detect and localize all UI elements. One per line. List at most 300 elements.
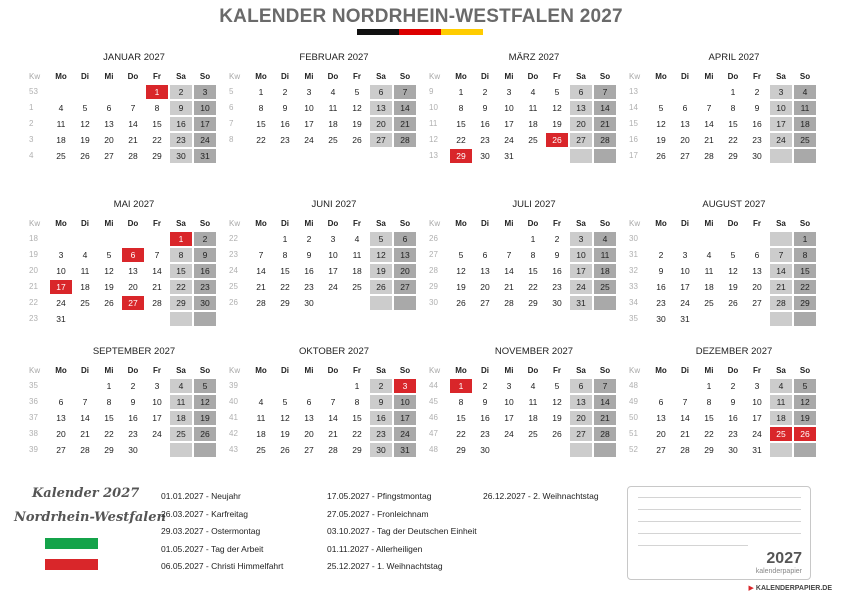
weekday-header: So xyxy=(199,72,211,81)
flag-stripe-red xyxy=(399,29,441,35)
day-cell: 18 xyxy=(170,411,192,425)
weekday-header: Sa xyxy=(576,72,586,81)
notes-brand: kalenderpapier xyxy=(755,568,802,575)
empty-cell xyxy=(394,296,416,310)
weekday-header: Fr xyxy=(353,366,361,375)
day-cell: 29 xyxy=(456,445,466,455)
day-cell: 14 xyxy=(504,266,514,276)
day-cell: 16 xyxy=(552,266,562,276)
holiday-item: 01.05.2027 - Tag der Arbeit xyxy=(161,543,264,554)
day-cell: 9 xyxy=(306,250,312,260)
week-number: 35 xyxy=(29,381,38,390)
week-number: 28 xyxy=(429,266,438,275)
day-cell: 3 xyxy=(330,234,336,244)
month-name: MÄRZ 2027 xyxy=(508,52,560,63)
day-cell: 16 xyxy=(656,282,666,292)
kw-header: Kw xyxy=(429,219,441,228)
week-number: 50 xyxy=(629,413,638,422)
day-cell: 3 xyxy=(770,85,792,99)
month-grid xyxy=(427,364,617,458)
day-cell: 12 xyxy=(552,397,562,407)
day-cell: 23 xyxy=(170,133,192,147)
week-number: 48 xyxy=(429,445,438,454)
empty-cell xyxy=(650,232,672,246)
day-cell: 2 xyxy=(194,232,216,246)
day-cell: 6 xyxy=(370,85,392,99)
day-cell: 21 xyxy=(504,282,514,292)
day-cell: 2 xyxy=(170,85,192,99)
week-number: 30 xyxy=(629,234,638,243)
week-number: 10 xyxy=(429,103,438,112)
day-cell: 15 xyxy=(456,413,466,423)
day-cell: 30 xyxy=(480,151,490,161)
empty-cell xyxy=(594,149,616,163)
day-cell: 24 xyxy=(680,298,690,308)
day-cell: 19 xyxy=(794,411,816,425)
week-number: 7 xyxy=(229,119,234,128)
empty-cell xyxy=(794,149,816,163)
weekday-header: Mo xyxy=(55,366,67,375)
day-cell: 5 xyxy=(794,379,816,393)
day-cell: 23 xyxy=(304,282,314,292)
weekday-header: Mo xyxy=(655,72,667,81)
germany-flag-bar xyxy=(357,29,483,35)
day-cell: 2 xyxy=(306,234,312,244)
day-cell: 16 xyxy=(128,413,138,423)
day-cell: 4 xyxy=(82,250,88,260)
empty-cell xyxy=(746,232,768,246)
day-cell: 27 xyxy=(570,427,592,441)
week-number: 22 xyxy=(29,298,38,307)
day-cell: 26 xyxy=(794,427,816,441)
day-cell: 3 xyxy=(754,381,760,391)
day-cell: 12 xyxy=(194,395,216,409)
day-cell: 13 xyxy=(56,413,66,423)
day-cell: 28 xyxy=(328,445,338,455)
day-cell: 15 xyxy=(256,119,266,129)
day-cell: 20 xyxy=(56,429,66,439)
day-cell: 22 xyxy=(352,429,362,439)
day-cell: 24 xyxy=(194,133,216,147)
day-cell: 1 xyxy=(170,232,192,246)
day-cell: 21 xyxy=(128,135,138,145)
day-cell: 17 xyxy=(194,117,216,131)
day-cell: 22 xyxy=(704,429,714,439)
weekday-header: Mo xyxy=(55,72,67,81)
week-number: 41 xyxy=(229,413,238,422)
weekday-header: Mi xyxy=(704,219,714,228)
day-cell: 6 xyxy=(482,250,488,260)
day-cell: 13 xyxy=(304,413,314,423)
week-number: 45 xyxy=(429,397,438,406)
day-cell: 25 xyxy=(256,445,266,455)
weekday-header: Di xyxy=(281,366,289,375)
day-cell: 24 xyxy=(504,429,514,439)
day-cell: 21 xyxy=(704,135,714,145)
day-cell: 24 xyxy=(56,298,66,308)
week-number: 27 xyxy=(429,250,438,259)
empty-cell xyxy=(50,85,72,99)
day-cell: 18 xyxy=(528,413,538,423)
holiday-item: 03.10.2027 - Tag der Deutschen Einheit xyxy=(327,526,477,536)
day-cell: 11 xyxy=(770,395,792,409)
empty-cell xyxy=(146,312,168,326)
day-cell: 9 xyxy=(130,397,136,407)
holiday-item: 27.05.2027 - Fronleichnam xyxy=(327,508,429,519)
day-cell: 29 xyxy=(152,151,162,161)
week-number: 21 xyxy=(29,282,38,291)
weekday-header: Di xyxy=(481,219,489,228)
day-cell: 4 xyxy=(58,103,64,113)
week-number: 14 xyxy=(629,103,638,112)
weekday-header: Do xyxy=(727,219,739,228)
weekday-header: So xyxy=(399,366,411,375)
day-cell: 15 xyxy=(704,413,714,423)
day-cell: 18 xyxy=(328,119,338,129)
day-cell: 12 xyxy=(552,103,562,113)
week-number: 42 xyxy=(229,429,238,438)
month-grid xyxy=(27,217,217,327)
notes-year: 2027 xyxy=(766,550,802,567)
day-cell: 23 xyxy=(194,280,216,294)
weekday-header: Fr xyxy=(153,366,161,375)
day-cell: 17 xyxy=(504,119,514,129)
day-cell: 9 xyxy=(754,103,760,113)
week-number: 40 xyxy=(229,397,238,406)
weekday-header: Sa xyxy=(376,219,386,228)
day-cell: 14 xyxy=(594,101,616,115)
day-cell: 2 xyxy=(482,381,488,391)
weekday-header: So xyxy=(799,366,811,375)
day-cell: 2 xyxy=(370,379,392,393)
day-cell: 6 xyxy=(570,85,592,99)
empty-cell xyxy=(594,443,616,457)
day-cell: 1 xyxy=(730,87,736,97)
day-cell: 20 xyxy=(570,411,592,425)
month-block xyxy=(27,50,217,164)
weekday-header: Mo xyxy=(655,219,667,228)
day-cell: 1 xyxy=(354,381,360,391)
week-number: 38 xyxy=(29,429,38,438)
day-cell: 1 xyxy=(258,87,264,97)
day-cell: 20 xyxy=(104,135,114,145)
month-name: MAI 2027 xyxy=(113,199,155,210)
footer-script-state: Nordrhein-Westfalen xyxy=(14,510,166,525)
week-number: 49 xyxy=(629,397,638,406)
empty-cell xyxy=(594,296,616,310)
day-cell: 10 xyxy=(504,103,514,113)
day-cell: 28 xyxy=(770,296,792,310)
day-cell: 15 xyxy=(528,266,538,276)
day-cell: 17 xyxy=(680,282,690,292)
day-cell: 19 xyxy=(370,264,392,278)
note-line xyxy=(638,545,748,546)
day-cell: 25 xyxy=(170,427,192,441)
week-number: 4 xyxy=(29,151,34,160)
holiday-item: 29.03.2027 - Ostermontag xyxy=(161,526,261,536)
weekday-header: Do xyxy=(127,72,139,81)
day-cell: 17 xyxy=(752,413,762,423)
empty-cell xyxy=(674,232,696,246)
day-cell: 14 xyxy=(704,119,714,129)
day-cell: 21 xyxy=(770,280,792,294)
week-number: 26 xyxy=(429,234,438,243)
day-cell: 16 xyxy=(752,119,762,129)
weekday-header: So xyxy=(599,366,611,375)
day-cell: 31 xyxy=(570,296,592,310)
day-cell: 5 xyxy=(554,87,560,97)
note-line xyxy=(638,521,801,522)
day-cell: 25 xyxy=(528,135,538,145)
day-cell: 12 xyxy=(656,119,666,129)
weekday-header: Mo xyxy=(255,72,267,81)
day-cell: 6 xyxy=(58,397,64,407)
day-cell: 18 xyxy=(352,266,362,276)
flag-stripe-gold xyxy=(441,29,483,35)
day-cell: 7 xyxy=(706,103,712,113)
day-cell: 15 xyxy=(794,264,816,278)
day-cell: 23 xyxy=(752,135,762,145)
holiday-item: 25.12.2027 - 1. Weihnachtstag xyxy=(327,561,443,571)
day-cell: 17 xyxy=(770,117,792,131)
brand-triangle-icon: ▶ xyxy=(748,585,754,592)
day-cell: 18 xyxy=(704,282,714,292)
month-block xyxy=(427,197,617,311)
weekday-header: Do xyxy=(327,219,339,228)
weekday-header: Sa xyxy=(176,72,186,81)
day-cell: 5 xyxy=(370,232,392,246)
month-name: NOVEMBER 2027 xyxy=(494,346,574,357)
weekday-header: Fr xyxy=(753,366,761,375)
weekday-header: So xyxy=(399,219,411,228)
day-cell: 12 xyxy=(80,119,90,129)
day-cell: 20 xyxy=(304,429,314,439)
weekday-header: So xyxy=(199,219,211,228)
day-cell: 29 xyxy=(794,296,816,310)
weekday-header: Di xyxy=(481,72,489,81)
state-flag-green xyxy=(45,538,98,549)
empty-cell xyxy=(74,312,96,326)
month-grid xyxy=(627,217,817,327)
empty-cell xyxy=(770,443,792,457)
day-cell: 3 xyxy=(58,250,64,260)
empty-cell xyxy=(450,232,472,246)
empty-cell xyxy=(770,312,792,326)
empty-cell xyxy=(122,85,144,99)
day-cell: 22 xyxy=(256,135,266,145)
day-cell: 4 xyxy=(706,250,712,260)
kw-header: Kw xyxy=(429,366,441,375)
empty-cell xyxy=(274,379,296,393)
empty-cell xyxy=(74,379,96,393)
empty-cell xyxy=(770,232,792,246)
empty-cell xyxy=(146,443,168,457)
day-cell: 21 xyxy=(328,429,338,439)
day-cell: 20 xyxy=(394,264,416,278)
note-line xyxy=(638,497,801,498)
week-number: 8 xyxy=(229,135,234,144)
week-number: 44 xyxy=(429,381,438,390)
day-cell: 11 xyxy=(528,103,538,113)
day-cell: 19 xyxy=(552,119,562,129)
day-cell: 3 xyxy=(570,232,592,246)
month-name: JULI 2027 xyxy=(512,199,556,210)
day-cell: 9 xyxy=(658,266,664,276)
day-cell: 9 xyxy=(554,250,560,260)
weekday-header: Fr xyxy=(153,219,161,228)
day-cell: 17 xyxy=(328,266,338,276)
day-cell: 7 xyxy=(594,379,616,393)
day-cell: 25 xyxy=(352,282,362,292)
weekday-header: Sa xyxy=(176,366,186,375)
weekday-header: Do xyxy=(127,366,139,375)
day-cell: 17 xyxy=(50,280,72,294)
weekday-header: Sa xyxy=(776,219,786,228)
day-cell: 7 xyxy=(770,248,792,262)
day-cell: 26 xyxy=(546,133,568,147)
day-cell: 30 xyxy=(304,298,314,308)
empty-cell xyxy=(250,232,272,246)
week-number: 24 xyxy=(229,266,238,275)
month-block xyxy=(227,197,417,311)
day-cell: 9 xyxy=(730,397,736,407)
holiday-list-col-3 xyxy=(483,488,599,506)
day-cell: 5 xyxy=(82,103,88,113)
day-cell: 24 xyxy=(752,429,762,439)
empty-cell xyxy=(770,149,792,163)
empty-cell xyxy=(698,85,720,99)
day-cell: 30 xyxy=(728,445,738,455)
empty-cell xyxy=(674,85,696,99)
day-cell: 4 xyxy=(594,232,616,246)
note-line xyxy=(638,509,801,510)
weekday-header: Di xyxy=(481,366,489,375)
day-cell: 11 xyxy=(80,266,90,276)
day-cell: 29 xyxy=(528,298,538,308)
day-cell: 25 xyxy=(704,298,714,308)
weekday-header: So xyxy=(799,72,811,81)
kw-header: Kw xyxy=(29,72,41,81)
week-number: 53 xyxy=(29,87,38,96)
weekday-header: So xyxy=(599,219,611,228)
day-cell: 20 xyxy=(570,117,592,131)
day-cell: 10 xyxy=(770,101,792,115)
weekday-header: Sa xyxy=(576,366,586,375)
week-number: 36 xyxy=(29,397,38,406)
day-cell: 26 xyxy=(280,445,290,455)
weekday-header: Mo xyxy=(55,219,67,228)
month-name: FEBRUAR 2027 xyxy=(299,52,369,63)
kw-header: Kw xyxy=(629,219,641,228)
kw-header: Kw xyxy=(629,366,641,375)
week-number: 39 xyxy=(229,381,238,390)
day-cell: 28 xyxy=(152,298,162,308)
state-flag-red xyxy=(45,559,98,570)
weekday-header: Sa xyxy=(576,219,586,228)
day-cell: 29 xyxy=(104,445,114,455)
day-cell: 10 xyxy=(504,397,514,407)
holiday-item: 17.05.2027 - Pfingstmontag xyxy=(327,491,432,501)
day-cell: 9 xyxy=(170,101,192,115)
day-cell: 5 xyxy=(354,87,360,97)
day-cell: 15 xyxy=(104,413,114,423)
day-cell: 10 xyxy=(680,266,690,276)
day-cell: 10 xyxy=(570,248,592,262)
weekday-header: Fr xyxy=(553,72,561,81)
day-cell: 2 xyxy=(658,250,664,260)
month-grid xyxy=(227,364,417,458)
week-number: 1 xyxy=(29,103,34,112)
day-cell: 25 xyxy=(56,151,66,161)
day-cell: 9 xyxy=(370,395,392,409)
month-grid xyxy=(227,70,417,148)
empty-cell xyxy=(146,232,168,246)
week-number: 25 xyxy=(229,282,238,291)
day-cell: 2 xyxy=(282,87,288,97)
month-grid xyxy=(427,70,617,164)
day-cell: 11 xyxy=(328,103,338,113)
day-cell: 14 xyxy=(394,101,416,115)
brand-logo xyxy=(749,584,832,592)
day-cell: 26 xyxy=(194,427,216,441)
day-cell: 11 xyxy=(704,266,714,276)
day-cell: 8 xyxy=(354,397,360,407)
week-number: 13 xyxy=(629,87,638,96)
day-cell: 7 xyxy=(258,250,264,260)
month-grid xyxy=(27,364,217,458)
weekday-header: Do xyxy=(727,72,739,81)
day-cell: 12 xyxy=(456,266,466,276)
day-cell: 5 xyxy=(730,250,736,260)
weekday-header: Di xyxy=(281,72,289,81)
day-cell: 25 xyxy=(794,133,816,147)
day-cell: 1 xyxy=(794,232,816,246)
day-cell: 8 xyxy=(706,397,712,407)
day-cell: 13 xyxy=(680,119,690,129)
day-cell: 20 xyxy=(128,282,138,292)
day-cell: 23 xyxy=(280,135,290,145)
day-cell: 22 xyxy=(170,280,192,294)
day-cell: 19 xyxy=(280,429,290,439)
empty-cell xyxy=(650,85,672,99)
day-cell: 2 xyxy=(482,87,488,97)
weekday-header: So xyxy=(599,72,611,81)
week-number: 32 xyxy=(629,266,638,275)
day-cell: 11 xyxy=(352,250,362,260)
day-cell: 27 xyxy=(656,445,666,455)
weekday-header: Mo xyxy=(255,219,267,228)
day-cell: 3 xyxy=(506,381,512,391)
holiday-list-col-2 xyxy=(327,488,477,576)
week-number: 20 xyxy=(29,266,38,275)
day-cell: 26 xyxy=(456,298,466,308)
day-cell: 1 xyxy=(530,234,536,244)
day-cell: 21 xyxy=(80,429,90,439)
day-cell: 16 xyxy=(304,266,314,276)
day-cell: 22 xyxy=(528,282,538,292)
day-cell: 26 xyxy=(552,429,562,439)
day-cell: 31 xyxy=(194,149,216,163)
day-cell: 10 xyxy=(394,395,416,409)
weekday-header: Mo xyxy=(455,219,467,228)
brand-text: KALENDERPAPIER.DE xyxy=(755,585,832,592)
day-cell: 27 xyxy=(56,445,66,455)
week-number: 17 xyxy=(629,151,638,160)
empty-cell xyxy=(298,379,320,393)
day-cell: 2 xyxy=(554,234,560,244)
notes-box xyxy=(627,486,811,580)
week-number: 16 xyxy=(629,135,638,144)
